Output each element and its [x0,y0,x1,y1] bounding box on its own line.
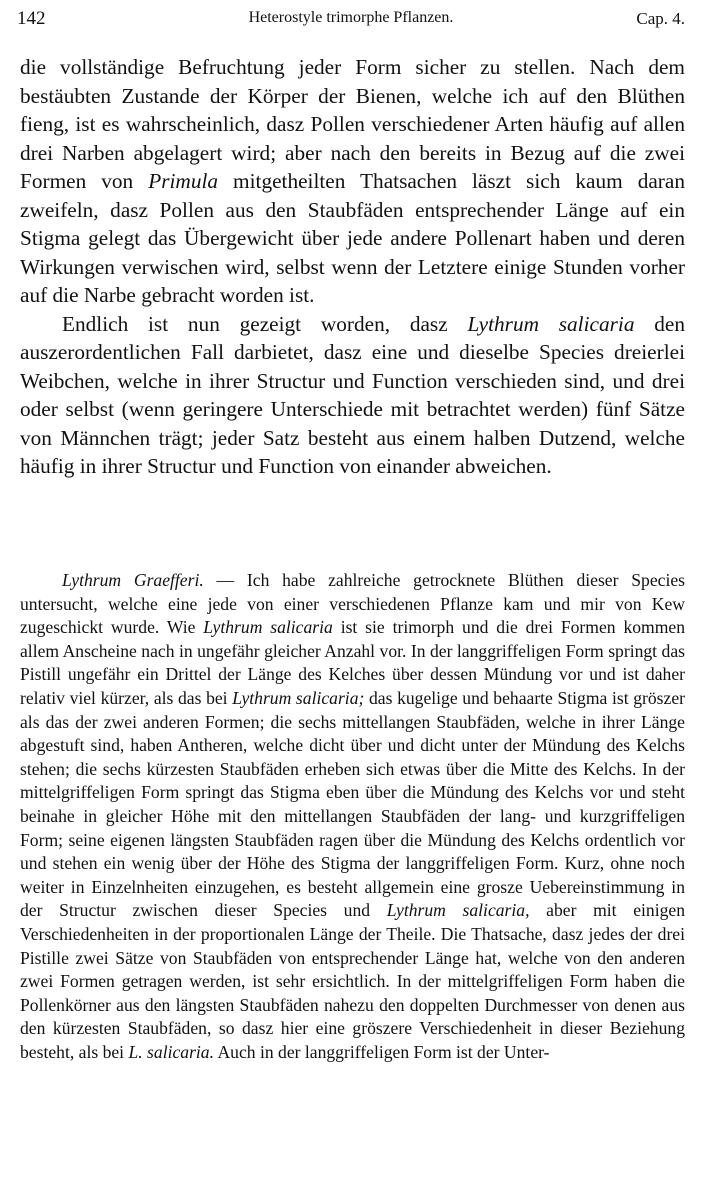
page-header [17,8,685,34]
page-number: 142 [17,8,46,29]
chapter-label: Cap. 4. [636,9,685,28]
main-text [20,53,685,481]
paragraph-3: Lythrum Graefferi. — Ich habe zahlreiche getrocknete Blüthen dieser Species untersucht, welche eine jede von einer verschiedenen Pflanze kam und mir von Kew zugeschickt wurde. Wie Lythrum salicaria ist sie trimorph und die drei Formen kommen allem Anscheine nach in ungefähr gleicher Anzahl vor. In der langgriffeligen Form springt das Pistill ungefähr ein Drittel der Länge des Kelches über dessen Mündung vor und ist daher relativ viel kürzer, als das bei Lythrum salicaria; das kugelige und behaarte Stigma ist gröszer als das der zwei anderen Formen; die sechs mittellangen Staubfäden, welche in ihrer Länge abgestuft sind, haben Antheren, welche dicht über und dicht unter der Mündung des Kelchs stehen; die sechs kürzesten Staubfäden erheben sich etwas über die Mitte des Kelchs. In der mittelgriffeligen Form springt das Stigma eben über die Mündung des Kelchs vor und steht beinahe in gleicher Höhe mit den mittellangen Staubfäden der lang- und kurzgriffeligen Form; seine eigenen längsten Staubfäden ragen über die Mündung des Kelchs ordentlich vor und stehen ein wenig über der Höhe des Stigma der langgriffeligen Form. Kurz, ohne noch weiter in Einzelnheiten einzugehen, es besteht allgemein eine grosze Uebereinstimmung in der Structur zwischen dieser Species und Lythrum salicaria, aber mit einigen Verschiedenheiten in der proportionalen Länge der Theile. Die Thatsache, dasz jedes der drei Pistille zwei Sätze von Staubfäden von entsprechender Länge hat, welche von den anderen zwei Formen getragen werden, ist sehr ersichtlich. In der mittelgriffeligen Form haben die Pollenkörner aus den längsten Staubfäden nahezu den doppelten Durchmesser von denen aus den kürzesten Staubfäden, so dasz hier eine gröszere Verschiedenheit in dieser Beziehung besteht, als bei L. salicaria. Auch in der langgriffeligen Form ist der Unter- [20,570,686,1062]
paragraph-2: Endlich ist nun gezeigt worden, dasz Lythrum salicaria den auszerordentlichen Fall darbietet, dasz eine und dieselbe Species dreierlei Weibchen, welche in ihrer Structur und Function verschieden sind, und drei oder selbst (wenn geringere Unterschiede mit betrachtet werden) fünf Sätze von Männchen trägt; jeder Satz besteht aus einem halben Dutzend, welche häufig in ihrer Structur und Function von einander abweichen. [20,311,686,478]
paragraph-1: die vollständige Befruchtung jeder Form sicher zu stellen. Nach dem bestäubten Zustande der Körper der Bienen, welche ich auf den Blüthen fieng, ist es wahrscheinlich, dasz Pollen verschiedener Arten häufig auf allen drei Narben abgelagert wird; aber nach den bereits in Bezug auf die zwei Formen von Primula mitgetheilten Thatsachen läszt sich kaum daran zweifeln, dasz Pollen aus den Staubfäden entsprechender Länge auf ein Stigma gelegt das Übergewicht über jede andere Pollenart haben und deren Wirkungen verwischen wird, selbst wenn der Letztere einige Stunden vorher auf die Narbe gebracht worden ist. [20,55,685,307]
species-note [20,569,685,1064]
species-heading: Lythrum Graefferi. [62,570,204,590]
running-title: Heterostyle trimorphe Pflanzen. [248,9,454,26]
